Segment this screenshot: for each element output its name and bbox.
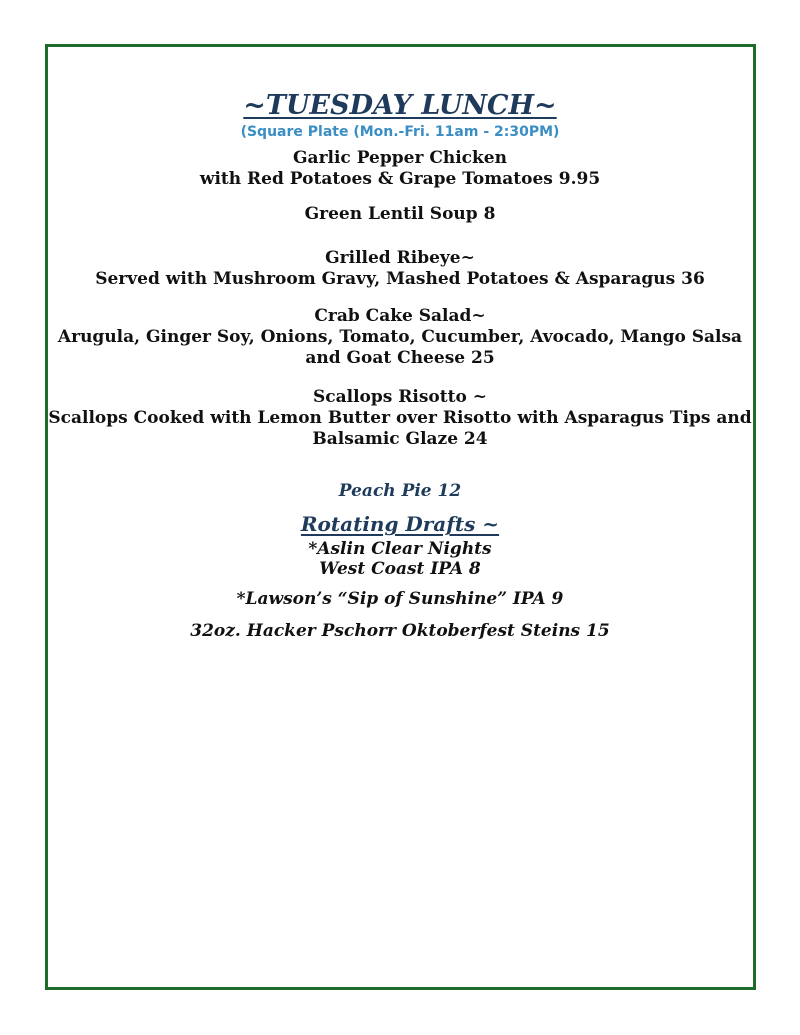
item-description: with Red Potatoes & Grape Tomatoes 9.95 <box>199 169 601 189</box>
item-description: Scallops Cooked with Lemon Butter over Risotto with Asparagus Tips and <box>48 408 752 428</box>
beer-name: *Lawson’s “Sip of Sunshine” IPA 9 <box>236 589 564 609</box>
item-description: and Goat Cheese 25 <box>305 348 495 368</box>
item-name: Green Lentil Soup 8 <box>304 204 496 224</box>
draft-lawsons-sip-of-sunshine <box>0 589 800 609</box>
beer-name: 32oz. Hacker Pschorr Oktoberfest Steins 15 <box>190 621 610 641</box>
item-description: Arugula, Ginger Soy, Onions, Tomato, Cucumber, Avocado, Mango Salsa <box>57 327 743 347</box>
item-name: Crab Cake Salad~ <box>314 306 486 326</box>
dessert-peach-pie: Peach Pie 12 <box>338 481 462 501</box>
menu-item-crab-cake-salad <box>0 306 800 369</box>
draft-aslin-clear-nights <box>0 539 800 579</box>
drafts-heading: Rotating Drafts ~ <box>300 512 500 536</box>
item-name: Scallops Risotto ~ <box>313 387 487 407</box>
item-description: Balsamic Glaze 24 <box>312 429 488 449</box>
draft-hacker-pschorr-oktoberfest <box>0 621 800 641</box>
menu-item-grilled-ribeye <box>0 248 800 290</box>
beer-name: *Aslin Clear Nights <box>308 539 492 559</box>
item-name: Garlic Pepper Chicken <box>293 148 507 168</box>
beer-style: West Coast IPA 8 <box>319 559 481 579</box>
menu-item-scallops-risotto <box>0 387 800 450</box>
menu-subtitle: (Square Plate (Mon.-Fri. 11am - 2:30PM) <box>240 124 560 140</box>
item-description: Served with Mushroom Gravy, Mashed Potatoes & Asparagus 36 <box>95 269 705 289</box>
menu-item-garlic-pepper-chicken <box>0 148 800 190</box>
menu-title: ~TUESDAY LUNCH~ <box>243 90 557 121</box>
menu-item-green-lentil-soup <box>0 204 800 225</box>
item-name: Grilled Ribeye~ <box>325 248 475 268</box>
